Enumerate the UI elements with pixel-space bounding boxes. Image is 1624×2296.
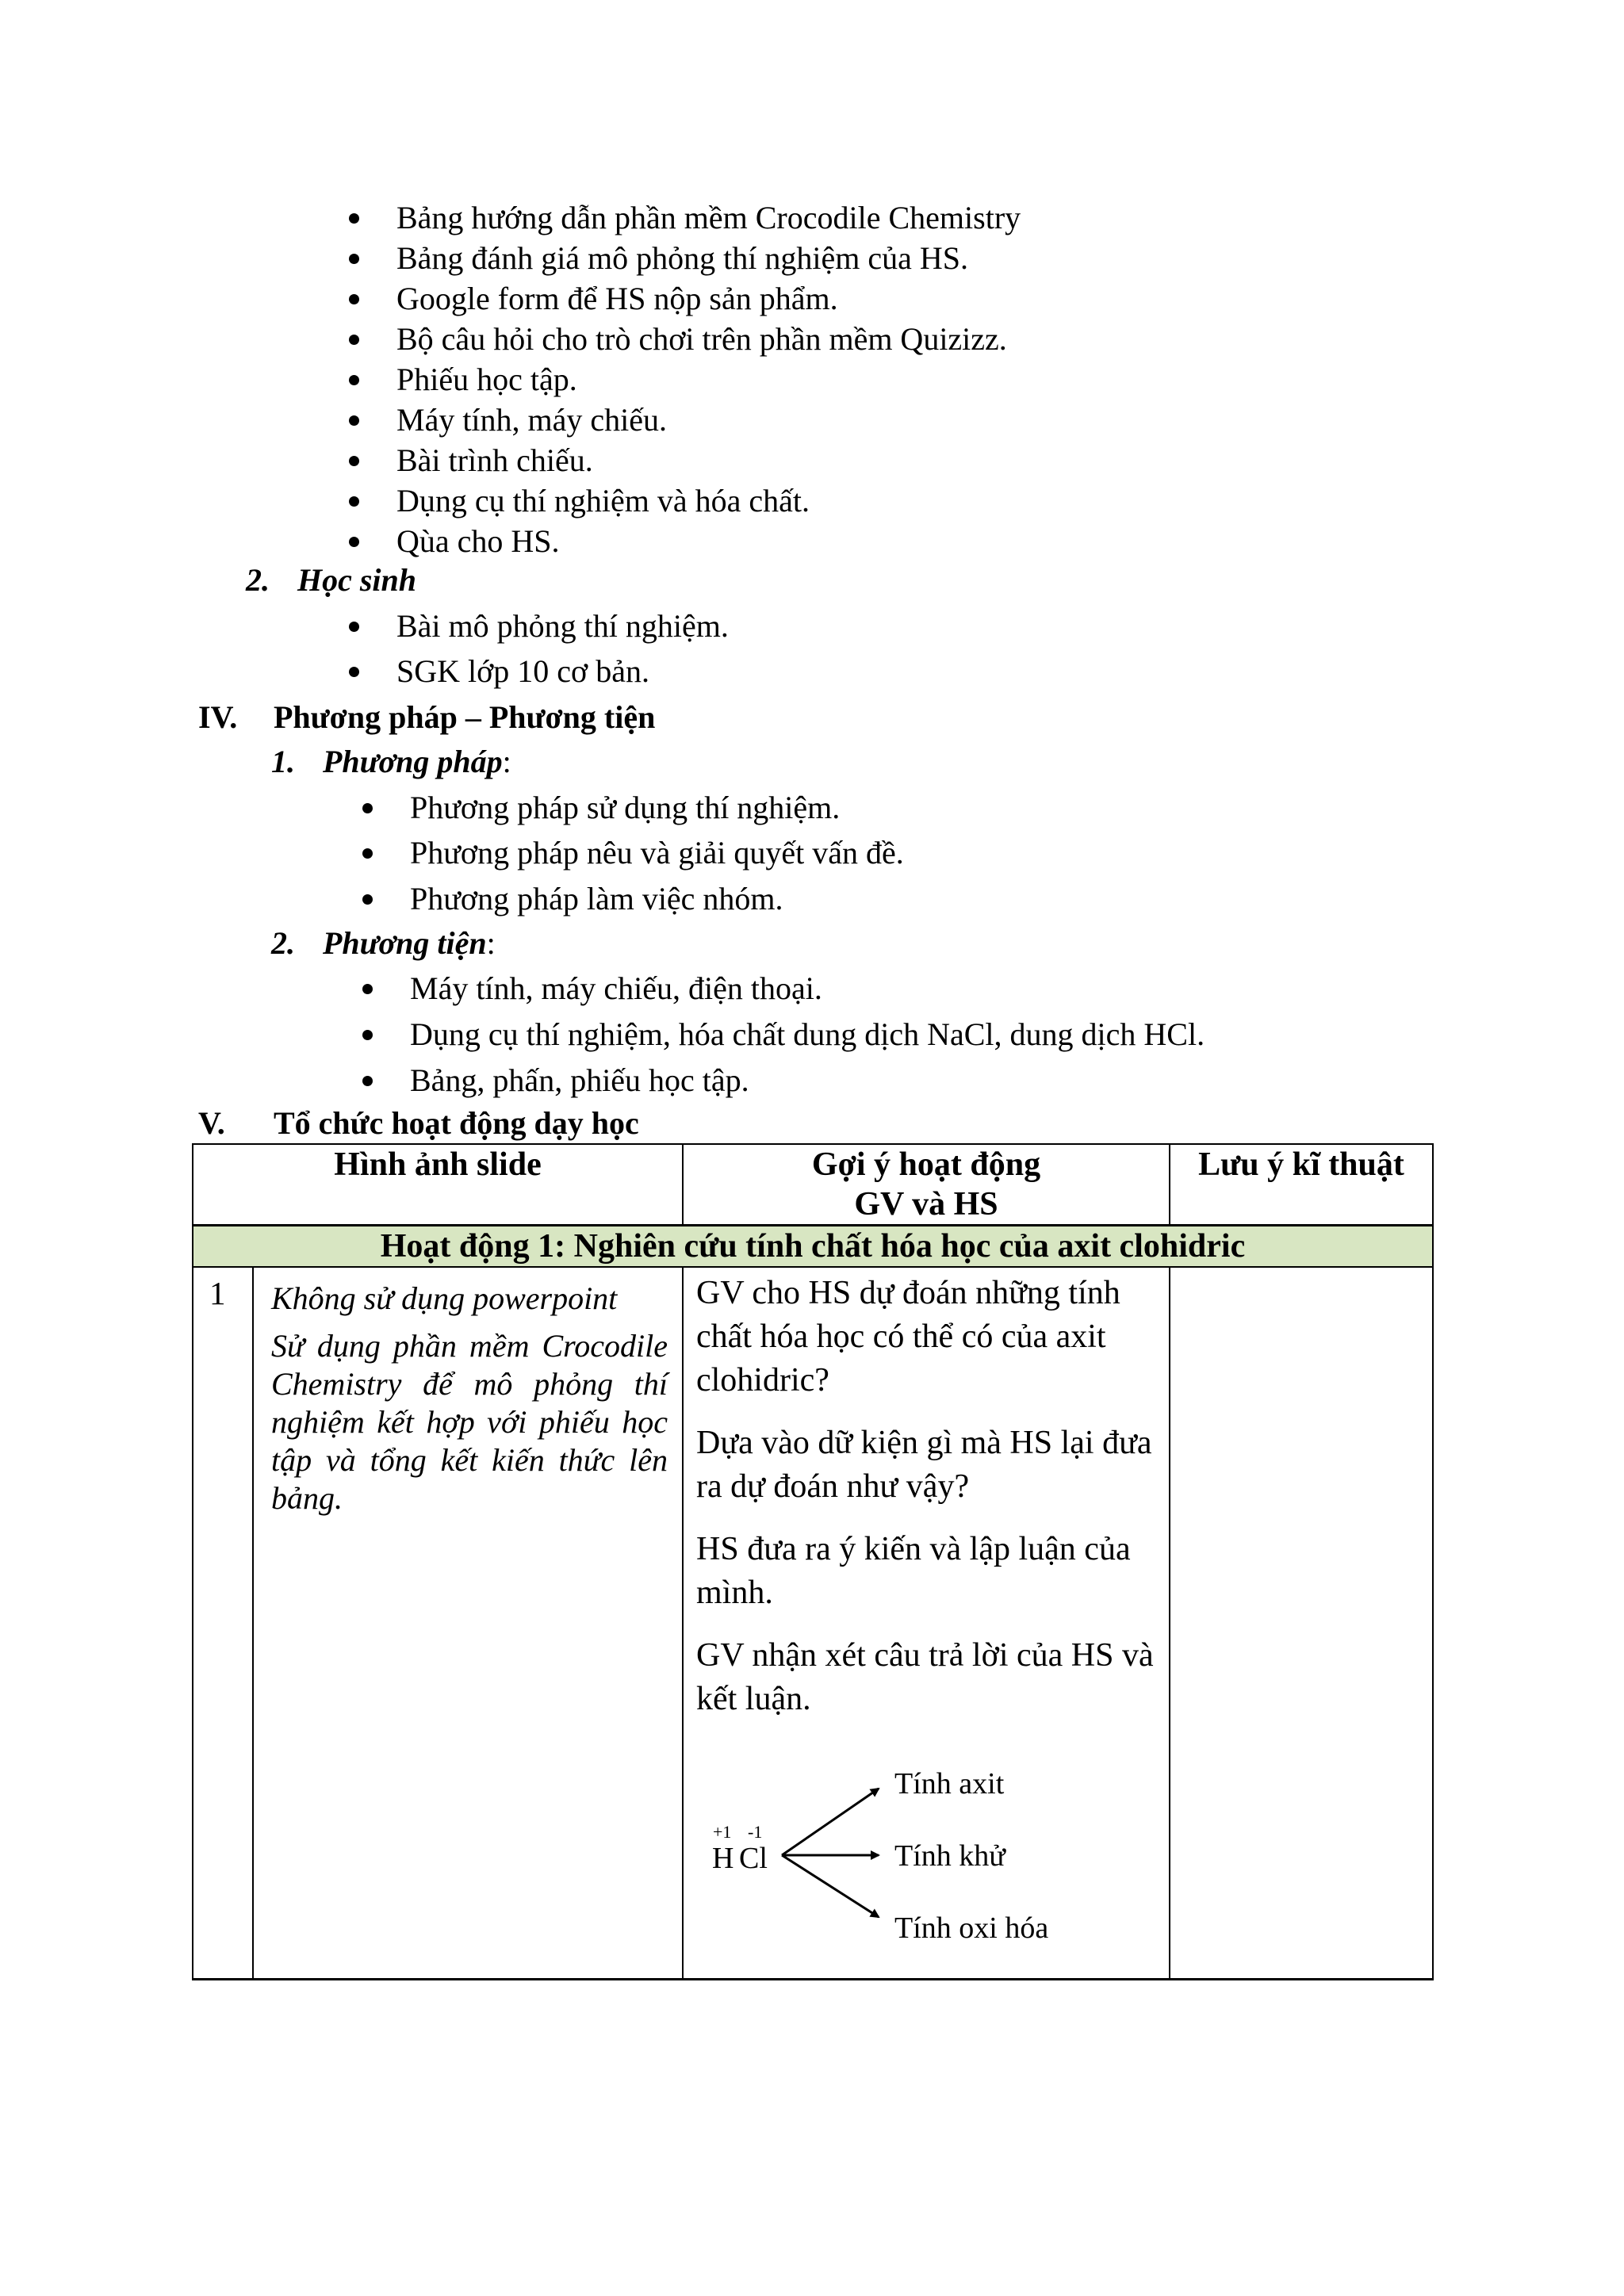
list-item: Qùa cho HS. bbox=[396, 522, 560, 561]
property-acid: Tính axit bbox=[894, 1767, 1005, 1800]
table-border bbox=[1169, 1266, 1170, 1980]
list-item: Bảng hướng dẫn phần mềm Crocodile Chemistry bbox=[396, 198, 1021, 238]
list-item: Phương pháp sử dụng thí nghiệm. bbox=[410, 788, 840, 828]
list-item: Bảng, phấn, phiếu học tập. bbox=[410, 1061, 749, 1100]
list-item: Máy tính, máy chiếu, điện thoại. bbox=[410, 969, 822, 1008]
section-number: V. bbox=[198, 1105, 225, 1141]
header-activity: Gợi ý hoạt động GV và HS bbox=[811, 1146, 1041, 1223]
students-heading: 2. Học sinh bbox=[246, 562, 417, 598]
header-slide: Hình ảnh slide bbox=[334, 1146, 542, 1183]
table-border bbox=[192, 1224, 1434, 1226]
hydrogen-symbol: H bbox=[712, 1842, 734, 1875]
list-item: Dụng cụ thí nghiệm và hóa chất. bbox=[396, 481, 810, 521]
table-border bbox=[682, 1266, 684, 1980]
section-number: IV. bbox=[198, 699, 238, 735]
list-item: Phiếu học tập. bbox=[396, 360, 577, 400]
lesson-table bbox=[192, 1143, 1434, 1980]
list-item: Google form để HS nộp sản phẩm. bbox=[396, 279, 838, 319]
table-border bbox=[252, 1266, 254, 1980]
methods-heading: 1. Phương pháp: bbox=[271, 744, 511, 779]
list-item: Bộ câu hỏi cho trò chơi trên phần mềm Quizizz. bbox=[396, 320, 1007, 359]
table-border bbox=[192, 1143, 1434, 1145]
table-border bbox=[192, 1266, 1434, 1268]
list-item: Bảng đánh giá mô phỏng thí nghiệm của HS. bbox=[396, 239, 968, 278]
list-item: Phương pháp làm việc nhóm. bbox=[410, 879, 783, 919]
table-border bbox=[1169, 1143, 1170, 1226]
property-reducing: Tính khử bbox=[894, 1839, 1005, 1873]
activity-description: GV cho HS dự đoán những tính chất hóa học có thể có của axit clohidric? Dựa vào dữ kiện gì mà HS lại đưa ra dự đoán như vậy? HS đưa ra ý kiến và lập luận của mình. GV nhận xét câu trả lời của HS và kết luận. bbox=[696, 1275, 1154, 1717]
table-border bbox=[192, 1978, 1434, 1980]
list-item: SGK lớp 10 cơ bản. bbox=[396, 652, 649, 691]
oxidation-state-cl: -1 bbox=[748, 1822, 763, 1842]
means-heading: 2. Phương tiện: bbox=[271, 925, 496, 961]
property-oxidizing: Tính oxi hóa bbox=[894, 1911, 1049, 1945]
header-note: Lưu ý kĩ thuật bbox=[1198, 1146, 1404, 1183]
list-item: Phương pháp nêu và giải quyết vấn đề. bbox=[410, 833, 904, 873]
table-border bbox=[192, 1143, 193, 1980]
table-border bbox=[1432, 1143, 1434, 1980]
section-title: Tổ chức hoạt động dạy học bbox=[274, 1105, 639, 1141]
slide-description: Không sử dụng powerpoint Sử dụng phần mềm Crocodile Chemistry để mô phỏng thí nghiệm kết hợp với phiếu học tập và tổng kết kiến thức lên bảng. bbox=[271, 1280, 668, 1516]
table-border bbox=[682, 1143, 684, 1226]
chlorine-symbol: Cl bbox=[739, 1842, 768, 1875]
activity-band: Hoạt động 1: Nghiên cứu tính chất hóa học của axit clohidric bbox=[193, 1226, 1432, 1266]
list-item: Máy tính, máy chiếu. bbox=[396, 400, 667, 440]
list-item: Bài mô phỏng thí nghiệm. bbox=[396, 607, 729, 646]
row-index: 1 bbox=[209, 1275, 226, 1311]
oxidation-state-h: +1 bbox=[713, 1822, 732, 1842]
list-item: Bài trình chiếu. bbox=[396, 441, 593, 480]
section-title: Phương pháp – Phương tiện bbox=[274, 699, 656, 735]
arrows-icon bbox=[779, 1754, 890, 1944]
list-item: Dụng cụ thí nghiệm, hóa chất dung dịch NaCl, dung dịch HCl. bbox=[410, 1015, 1205, 1054]
